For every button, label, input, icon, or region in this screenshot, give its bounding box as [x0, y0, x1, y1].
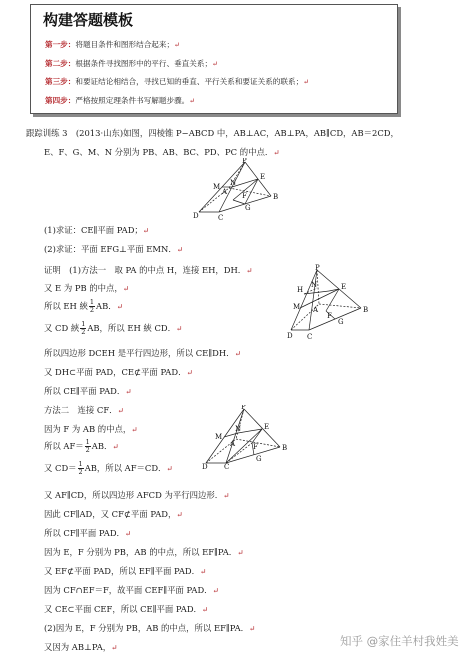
template-step	[45, 92, 395, 111]
template-step	[45, 36, 395, 55]
paragraph-mark: ↵	[186, 368, 193, 377]
pyramid-figure-1	[185, 158, 290, 220]
paragraph-mark: ↵	[175, 324, 183, 333]
paragraph-mark: ↵	[303, 78, 310, 86]
proof-line	[44, 423, 138, 435]
proof-line	[44, 546, 244, 558]
proof-text: 所以 CE∥平面 PAD．	[44, 386, 126, 396]
label-B: B	[273, 193, 279, 201]
proof-text: 所以 AF＝	[44, 441, 84, 451]
fraction-denominator: 2	[78, 468, 83, 476]
label-G: G	[256, 455, 262, 463]
paragraph-mark: ↵	[111, 643, 118, 652]
step-label: 第三步：	[45, 77, 76, 86]
label-D: D	[287, 332, 293, 340]
paragraph-mark: ↵	[125, 387, 132, 396]
fraction-numerator: 1	[78, 460, 83, 468]
label-M: M	[215, 433, 223, 441]
proof-line	[44, 603, 208, 615]
proof-line	[44, 489, 229, 501]
problem-text: 跟踪训练 3 (2013·山东)如图，四棱锥 P−ABCD 中，AB⊥AC，AB⊥PA，AB∥CD，AB＝2CD，	[26, 128, 399, 138]
proof-line	[44, 584, 219, 596]
proof-line	[44, 641, 118, 653]
proof-text: 又 CE⊂平面 CEF，所以 CE∥平面 PAD．	[44, 604, 202, 614]
fraction-numerator: 1	[85, 438, 90, 446]
proof-line	[44, 508, 183, 520]
label-C: C	[224, 463, 230, 469]
step-text: 严格按照定理条件书写解题步骤。	[75, 95, 190, 105]
proof-text: 又 CD 綊	[44, 323, 80, 333]
paragraph-mark: ↵	[234, 349, 241, 358]
label-F: F	[253, 443, 258, 451]
proof-line	[44, 622, 255, 634]
fraction-half	[80, 321, 86, 336]
problem-line	[44, 146, 280, 158]
proof-line	[44, 385, 132, 397]
paragraph-mark: ↵	[116, 302, 123, 311]
proof-text: 方法二 连接 CF．	[44, 405, 118, 415]
label-A: A	[313, 306, 319, 314]
proof-text: 因为 F 为 AB 的中点，	[44, 424, 132, 434]
problem-line	[26, 127, 399, 139]
label-B: B	[363, 306, 369, 314]
label-F: F	[327, 312, 332, 320]
label-N: N	[235, 425, 242, 433]
proof-text: 又 EF⊄平面 PAD，所以 EF∥平面 PAD．	[44, 566, 201, 576]
paragraph-mark: ↵	[189, 96, 196, 105]
proof-text: 因为 CF∩EF＝F，故平面 CEF∥平面 PAD．	[44, 585, 213, 595]
proof-text: 所以 CF∥平面 PAD．	[44, 528, 125, 538]
label-E: E	[260, 173, 266, 181]
proof-text: 又 E 为 PB 的中点，	[44, 283, 123, 293]
proof-text: 因此 CF∥AD，又 CF⊄平面 PAD，	[44, 509, 177, 519]
question-1	[44, 224, 149, 236]
step-text: 根据条件寻找图形中的平行、垂直关系；	[75, 58, 213, 68]
template-steps	[45, 36, 395, 110]
zhihu-watermark: 知乎 @家住羊村我姓美	[340, 634, 459, 648]
problem-text: E、F、G、M、N 分别为 PB、AB、BC、PD、PC 的中点．	[44, 147, 274, 157]
label-A: A	[222, 188, 228, 196]
fraction-half	[78, 461, 84, 476]
paragraph-mark: ↵	[142, 226, 150, 235]
proof-text: 又 CD＝	[44, 463, 77, 473]
template-step	[45, 55, 395, 74]
fraction-denominator: 2	[81, 328, 86, 336]
paragraph-mark: ↵	[176, 245, 184, 254]
paragraph-mark: ↵	[212, 59, 218, 68]
label-M: M	[293, 303, 301, 311]
paragraph-mark: ↵	[122, 284, 130, 293]
paragraph-mark: ↵	[166, 464, 173, 473]
proof-text: AB．	[96, 301, 117, 311]
proof-line	[44, 527, 131, 539]
question-2	[44, 243, 183, 255]
paragraph-mark: ↵	[131, 425, 138, 434]
pyramid-figure-3	[200, 405, 292, 469]
proof-line	[44, 439, 119, 454]
paragraph-mark: ↵	[174, 41, 180, 49]
paragraph-mark: ↵	[201, 605, 209, 614]
proof-line	[44, 366, 193, 378]
template-title: 构建答题模板	[43, 11, 134, 29]
proof-text: 因为 E，F 分别为 PB，AB 的中点，所以 EF∥PA．	[44, 547, 238, 557]
label-F: F	[242, 192, 247, 200]
step-label: 第一步：	[45, 40, 76, 49]
fraction-denominator: 2	[85, 446, 90, 454]
proof-text: 又 DH⊂平面 PAD，CE⊄平面 PAD．	[44, 367, 187, 377]
proof-line	[44, 461, 173, 476]
step-text: 将题目条件和图形结合起来；	[75, 40, 175, 49]
fraction-numerator: 1	[81, 320, 86, 328]
proof-line	[44, 282, 129, 294]
label-D: D	[193, 212, 199, 220]
step-label: 第四步：	[45, 95, 76, 105]
proof-text: 所以四边形 DCEH 是平行四边形，所以 CE∥DH．	[44, 348, 235, 358]
label-C: C	[218, 214, 224, 220]
fraction-half	[85, 439, 91, 454]
paragraph-mark: ↵	[176, 510, 183, 519]
fraction-half	[89, 299, 95, 314]
template-box	[30, 4, 398, 114]
fraction-denominator: 2	[89, 306, 95, 314]
label-G: G	[338, 318, 344, 326]
label-D: D	[202, 463, 208, 469]
paragraph-mark: ↵	[273, 148, 280, 157]
paragraph-mark: ↵	[249, 624, 256, 633]
label-E: E	[341, 283, 347, 291]
proof-text: 证明 (1)方法一 取 PA 的中点 H，连接 EH，DH．	[44, 265, 247, 275]
paragraph-mark: ↵	[246, 266, 253, 275]
paragraph-mark: ↵	[200, 567, 207, 576]
question-text: (2)求证：平面 EFG⊥平面 EMN．	[44, 244, 177, 254]
label-N: N	[311, 281, 318, 289]
label-H: H	[297, 286, 304, 294]
proof-line	[44, 264, 253, 276]
label-A: A	[230, 440, 236, 448]
paragraph-mark: ↵	[117, 406, 124, 415]
proof-text: 又 AF∥CD，所以四边形 AFCD 为平行四边形．	[44, 490, 224, 500]
proof-text: (2)因为 E，F 分别为 PB，AB 的中点，所以 EF∥PA．	[44, 623, 250, 633]
proof-text: 所以 EH 綊	[44, 301, 88, 311]
label-N: N	[230, 179, 237, 187]
paragraph-mark: ↵	[223, 491, 230, 500]
proof-line	[44, 299, 123, 314]
label-M: M	[213, 183, 221, 191]
label-B: B	[282, 444, 288, 452]
paragraph-mark: ↵	[212, 586, 219, 595]
template-step	[45, 73, 395, 92]
label-G: G	[245, 204, 251, 212]
step-label: 第二步：	[45, 58, 76, 68]
label-P: P	[241, 405, 246, 411]
proof-line	[44, 565, 206, 577]
pyramid-figure-2	[283, 264, 373, 340]
proof-line	[44, 347, 241, 359]
proof-text: AB，所以 EH 綊 CD．	[87, 323, 176, 333]
paragraph-mark: ↵	[237, 548, 244, 557]
label-P: P	[242, 158, 247, 165]
proof-line	[44, 321, 182, 336]
proof-text: AB，所以 AF＝CD．	[84, 463, 167, 473]
paragraph-mark: ↵	[112, 442, 119, 451]
proof-text: AB．	[91, 441, 113, 451]
label-E: E	[264, 423, 270, 431]
label-P: P	[315, 264, 320, 272]
question-text: (1)求证：CE∥平面 PAD；	[44, 225, 143, 235]
label-C: C	[307, 333, 313, 340]
proof-text: 又因为 AB⊥PA，	[44, 642, 112, 652]
step-text: 和要证结论相结合，寻找已知的垂直、平行关系和要证关系的联系；	[75, 77, 304, 86]
fraction-numerator: 1	[89, 298, 95, 306]
proof-line	[44, 404, 124, 416]
paragraph-mark: ↵	[124, 529, 132, 538]
